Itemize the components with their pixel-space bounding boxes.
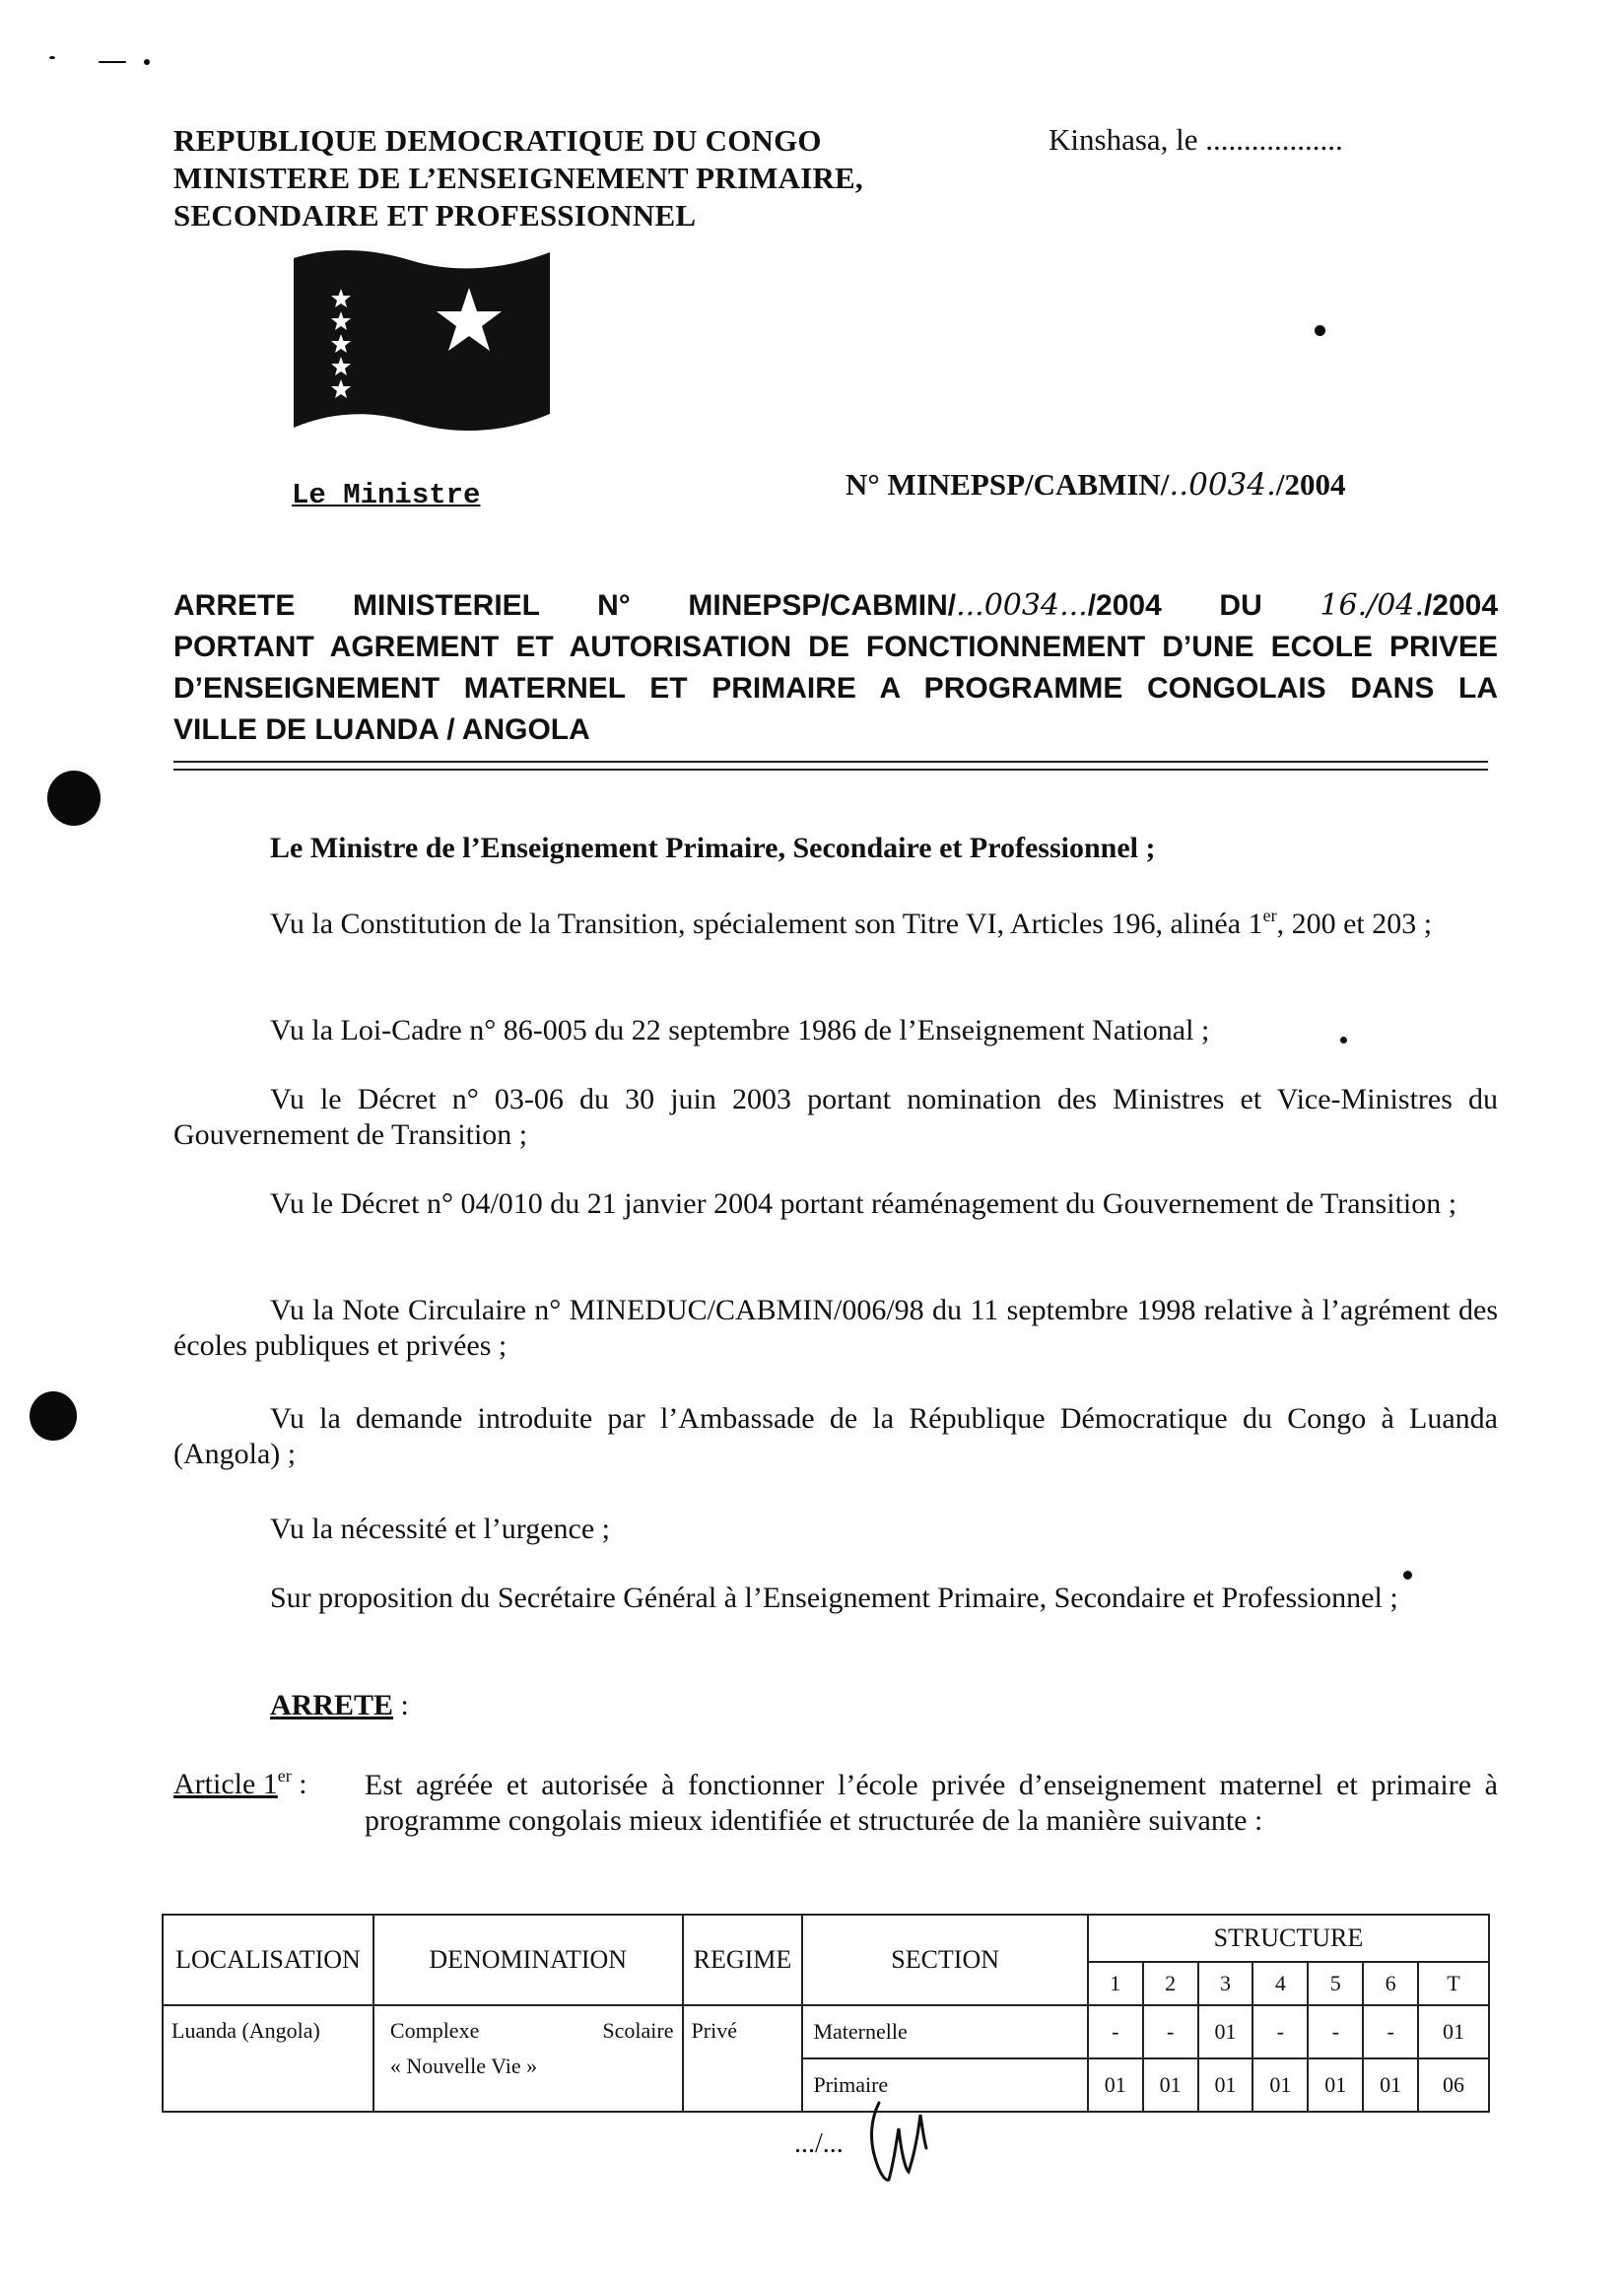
cell-value: - [1252,2005,1308,2058]
title-divider [173,761,1488,763]
cell-value: 01 [1198,2058,1253,2112]
preamble-paragraph-7: Vu la nécessité et l’urgence ; [270,1513,610,1545]
arrete-word: ARRETE [270,1689,394,1721]
flag-emblem [292,246,554,448]
cell-denomination [373,2005,683,2112]
header-col-3: 3 [1198,1962,1253,2005]
header-col-4: 4 [1252,1962,1308,2005]
preamble-paragraph-6: Vu la demande introduite par l’Ambassade de la République Démocratique du Congo à Luanda (Angola) ; [173,1402,1498,1470]
decree-title-mid: /2004 DU [1087,589,1320,622]
decree-title-suffix: /2004 [1423,589,1499,622]
cell-value: - [1363,2005,1418,2058]
cell-value: - [1308,2005,1363,2058]
article-colon: : [291,1768,307,1800]
cell-value: 01 [1308,2058,1363,2112]
decree-title-line-1 [173,585,1498,627]
cell-value: 01 [1363,2058,1418,2112]
table-header-row [163,1915,1489,1962]
decree-handwritten-number: ...0034... [956,588,1088,623]
place-date: Kinshasa, le .................. [1049,122,1343,157]
decree-title-line-2: PORTANT AGREMENT ET AUTORISATION DE FONCTIONNEMENT D’UNE ECOLE PRIVEE [173,631,1498,663]
paragraph-text: Vu la Constitution de la Transition, spécialement son Titre VI, Articles 196, alinéa 1 [270,908,1263,940]
continuation-mark: .../... [794,2128,844,2159]
arrete-heading [270,1689,409,1722]
denomination-line-2: « Nouvelle Vie » [389,2054,538,2078]
superscript: er [1262,906,1277,925]
reference-prefix: N° MINEPSP/CABMIN/ [846,467,1170,502]
article-label [173,1768,307,1801]
handwritten-initials [865,2099,934,2192]
preamble-paragraph-8: Sur proposition du Secrétaire Général à l’Enseignement Primaire, Secondaire et Professionnel ; [270,1582,1398,1614]
preamble-paragraph-5: Vu la Note Circulaire n° MINEDUC/CABMIN/006/98 du 11 septembre 1998 relative à l’agrément des écoles publiques et privées ; [173,1294,1498,1362]
scan-speck [1403,1571,1412,1580]
decree-title-prefix: ARRETE MINISTERIEL N° MINEPSP/CABMIN/ [173,589,957,622]
paragraph-text: , 200 et 203 ; [1276,908,1433,940]
preamble-paragraph-4: Vu le Décret n° 04/010 du 21 janvier 2004 portant réaménagement du Gouvernement de Transition ; [270,1187,1457,1220]
header-structure: STRUCTURE [1088,1915,1489,1962]
header-regime: REGIME [683,1915,803,2005]
preamble-paragraph-3: Vu le Décret n° 03-06 du 30 juin 2003 portant nomination des Ministres et Vice-Ministres du Gouvernement de Transition ; [173,1083,1498,1151]
cell-value: - [1088,2005,1143,2058]
country-name: REPUBLIQUE DEMOCRATIQUE DU CONGO [173,123,822,158]
ministry-name: MINISTERE DE L’ENSEIGNEMENT PRIMAIRE, [173,161,863,195]
preamble-paragraph-1 [173,907,1498,942]
header-col-1: 1 [1088,1962,1143,2005]
cell-total: 01 [1418,2005,1489,2058]
cell-section: Primaire [802,2058,1087,2112]
reference-handwritten-number: ..0034. [1169,467,1276,503]
denomination-line-1 [390,2018,674,2044]
cell-value: - [1143,2005,1198,2058]
punch-hole [30,1391,77,1441]
arrete-colon: : [393,1689,409,1721]
ministry-name-continued: SECONDAIRE ET PROFESSIONNEL [173,198,697,233]
scan-speck [144,59,150,65]
denomination-word: Complexe [389,2018,480,2043]
preamble-heading: Le Ministre de l’Enseignement Primaire, Secondaire et Professionnel ; [270,832,1156,864]
scan-speck [1340,1037,1347,1044]
scan-speck [1315,325,1325,336]
punch-hole [47,771,101,826]
header-col-2: 2 [1143,1962,1198,2005]
preamble-paragraph-2: Vu la Loi-Cadre n° 86-005 du 22 septembre 1986 de l’Enseignement National ; [270,1014,1210,1046]
cell-value: 01 [1088,2058,1143,2112]
decree-title-line-3: D’ENSEIGNEMENT MATERNEL ET PRIMAIRE A PROGRAMME CONGOLAIS DANS LA [173,672,1498,705]
cell-value: 01 [1198,2005,1253,2058]
header-col-5: 5 [1308,1962,1363,2005]
cell-total: 06 [1418,2058,1489,2112]
header-localisation: LOCALISATION [163,1915,373,2005]
article-1-text: Est agréée et autorisée à fonctionner l’école privée d’enseignement maternel et primaire à programme congolais mieux identifiée et structurée de la manière suivante : [365,1769,1498,1837]
article-label-text: Article 1 [173,1768,278,1800]
header-col-total: T [1418,1962,1489,2005]
scan-speck [99,61,126,63]
denomination-word: Scolaire [602,2018,674,2043]
reference-suffix: /2004 [1275,467,1346,502]
table-row [163,2005,1489,2058]
cell-regime: Privé [683,2005,803,2112]
flag-icon [292,246,554,443]
decree-handwritten-date: 16./04. [1320,588,1424,623]
cell-section: Maternelle [802,2005,1087,2058]
title-divider-second [173,769,1488,771]
decree-title [173,585,1498,751]
minister-label: Le Ministre [292,479,481,511]
header-col-6: 6 [1363,1962,1418,2005]
article-superscript: er [277,1766,292,1786]
cell-value: 01 [1143,2058,1198,2112]
scan-speck [49,56,55,59]
header-section: SECTION [802,1915,1087,2005]
structure-table [162,1914,1490,2113]
cell-value: 01 [1252,2058,1308,2112]
header-denomination: DENOMINATION [373,1915,683,2005]
initials-signature-icon [865,2099,934,2188]
cell-localisation: Luanda (Angola) [163,2005,373,2112]
decree-title-line-4: VILLE DE LUANDA / ANGOLA [173,713,590,746]
reference-number [846,467,1346,503]
